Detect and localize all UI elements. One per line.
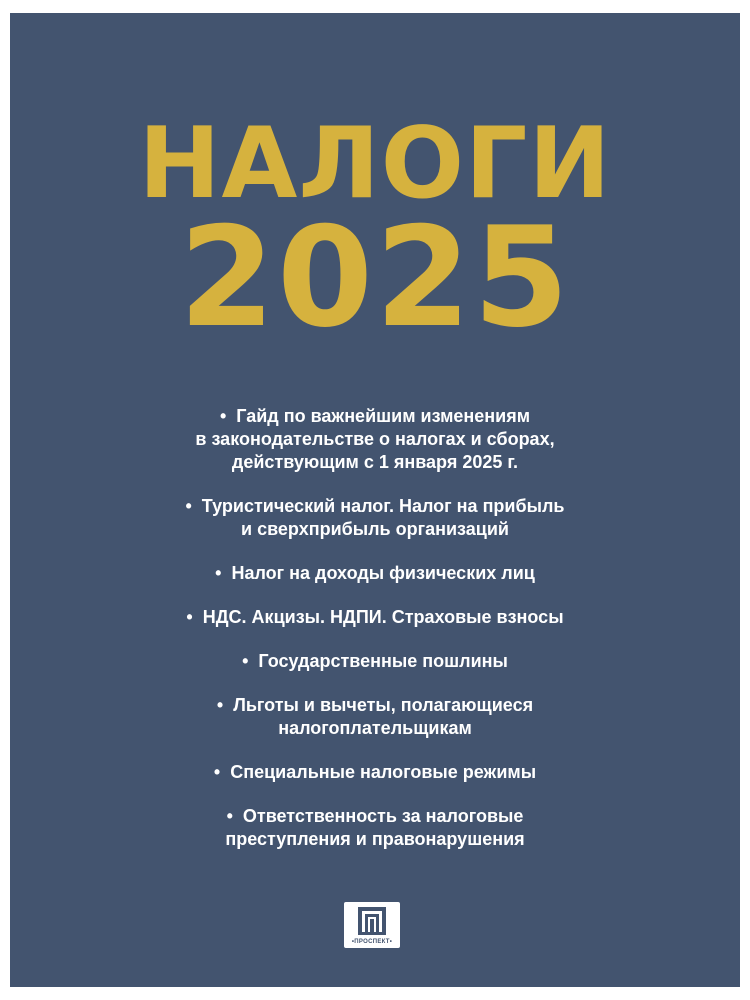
bullet-dot: • [213,762,221,782]
book-cover [10,13,740,987]
contents-item-text: Специальные налоговые режимы [230,762,537,782]
bullet-dot: • [186,607,193,627]
contents-item [10,495,740,541]
contents-item [10,405,740,474]
publisher-logo [344,902,400,948]
title-year: 2025 [178,197,572,358]
contents-item-text: Льготы и вычеты, полагающиеся налогоплательщикам [233,695,534,738]
contents-item [10,606,740,629]
publisher-name: •ПРОСПЕКТ• [351,939,393,945]
bullet-dot: • [216,695,224,715]
bullet-dot: • [219,406,227,426]
bullet-dot: • [242,651,249,671]
contents-item-text: Налог на доходы физических лиц [231,563,535,583]
contents-item-text: НДС. Акцизы. НДПИ. Страховые взносы [202,607,564,627]
bullet-dot: • [185,496,192,516]
bullet-dot: • [226,806,233,826]
bullet-dot: • [215,563,222,583]
contents-item [10,562,740,585]
contents-list [10,405,740,872]
contents-item-text: Гайд по важнейшим изменениям в законодательстве о налогах и сборах, действующим с 1 января 2025 г. [195,406,555,472]
contents-item-text: Туристический налог. Налог на прибыль и сверхприбыль организаций [201,496,565,539]
contents-item [10,650,740,673]
contents-item-text: Государственные пошлины [258,651,508,671]
contents-item [10,694,740,740]
title-word: НАЛОГИ [138,107,612,221]
prospekt-logo-icon [357,906,387,936]
contents-item [10,761,740,784]
contents-item-text: Ответственность за налоговые преступления и правонарушения [225,806,525,849]
contents-item [10,805,740,851]
